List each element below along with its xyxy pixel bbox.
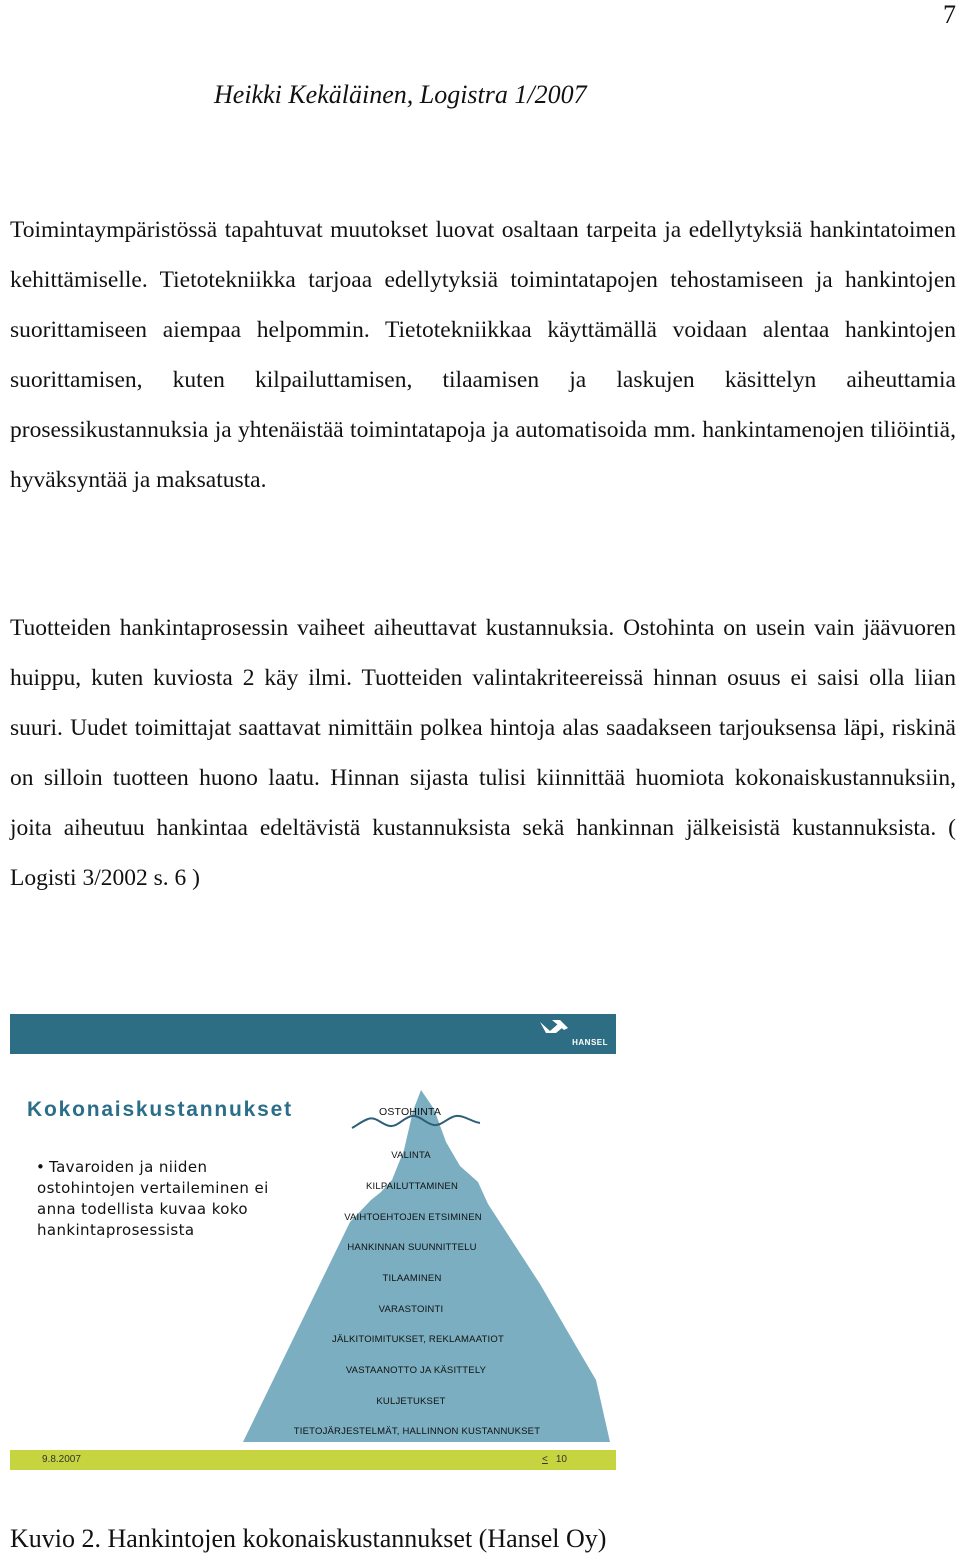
iceberg-label-varastointi: VARASTOINTI xyxy=(378,1304,444,1315)
iceberg-figure xyxy=(10,1014,616,1474)
paragraph-intro: Toimintaympäristössä tapahtuvat muutokset luovat osaltaan tarpeita ja edellytyksiä hankintatoimen kehittämiselle. Tietotekniikka tarjoaa edellytyksiä toimintatapojen tehostamiseen ja hankintojen suorittamiseen aiempaa helpommin. Tietotekniikkaa käyttämällä voidaan alentaa hankintojen suorittamisen, kuten kilpailuttamisen, tilaamisen ja laskujen käsittelyn aiheuttamia prosessikustannuksia ja yhtenäistää toimintatapoja ja automatisoida mm. hankintamenojen tiliöintiä, hyväksyntää ja maksatusta. xyxy=(10,217,956,493)
footer-page xyxy=(542,1454,567,1465)
iceberg-label-hankinnan-suunnittelu: HANKINNAN SUUNNITTELU xyxy=(347,1242,477,1253)
iceberg-label-vaihtoehtojen-etsiminen: VAIHTOEHTOJEN ETSIMINEN xyxy=(344,1212,482,1223)
bullet-marker: • xyxy=(36,1158,46,1176)
figure-caption: Kuvio 2. Hankintojen kokonaiskustannukset (Hansel Oy) xyxy=(10,1524,607,1553)
iceberg-graphic xyxy=(10,1014,616,1474)
iceberg-label-kuljetukset: KULJETUKSET xyxy=(376,1396,446,1407)
footer-page-number: 10 xyxy=(555,1454,567,1465)
iceberg-shape xyxy=(243,1090,610,1442)
bullet-text: Tavaroiden ja niiden ostohintojen vertaileminen ei anna todellista kuvaa koko hankintaprosessista xyxy=(37,1158,269,1239)
hansel-logo-text: HANSEL xyxy=(572,1038,608,1047)
iceberg-label-jalkitoimitukset: JÄLKITOIMITUKSET, REKLAMAATIOT xyxy=(332,1334,504,1345)
footer-lt-symbol: < xyxy=(542,1454,548,1465)
figure-footer-bar xyxy=(10,1450,616,1470)
iceberg-label-ostohinta: OSTOHINTA xyxy=(378,1106,442,1118)
footer-date: 9.8.2007 xyxy=(42,1454,81,1465)
figure-title: Kokonaiskustannukset xyxy=(27,1098,293,1121)
page-number: 7 xyxy=(943,0,956,29)
iceberg-label-vastaanotto: VASTAANOTTO JA KÄSITTELY xyxy=(345,1365,487,1376)
iceberg-label-tilaaminen: TILAAMINEN xyxy=(382,1273,442,1284)
author-line: Heikki Kekäläinen, Logistra 1/2007 xyxy=(214,80,587,109)
paragraph-costs: Tuotteiden hankintaprosessin vaiheet aiheuttavat kustannuksia. Ostohinta on usein vain jäävuoren huippu, kuten kuviosta 2 käy ilmi. Tuotteiden valintakriteereissä hinnan osuus ei saisi olla liian suuri. Uudet toimittajat saattavat nimittäin polkea hintoja alas saadakseen tarjouksensa läpi, riskinä on silloin tuotteen huono laatu. Hinnan sijasta tulisi kiinnittää huomiota kokonaiskustannuksiin, joita aiheutuu hankintaa edeltävistä kustannuksista sekä hankinnan jälkeisistä kustannuksista. ( Logisti 3/2002 s. 6 ) xyxy=(10,615,956,891)
iceberg-label-kilpailuttaminen: KILPAILUTTAMINEN xyxy=(365,1181,459,1192)
iceberg-label-valinta: VALINTA xyxy=(391,1150,431,1161)
iceberg-label-tietojarjestelmat: TIETOJÄRJESTELMÄT, HALLINNON KUSTANNUKSET xyxy=(293,1426,541,1437)
